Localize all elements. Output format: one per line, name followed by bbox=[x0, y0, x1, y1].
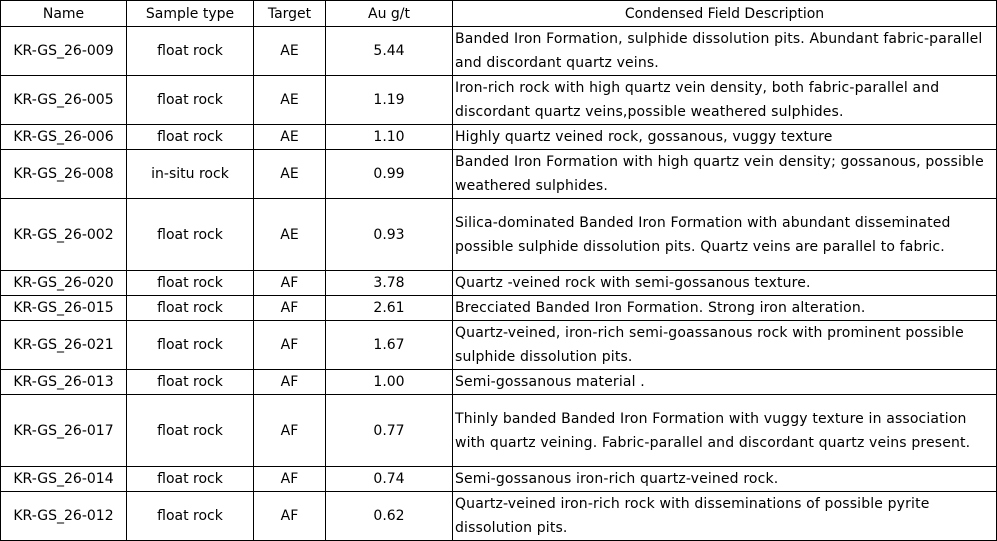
cell-sample-type: float rock bbox=[127, 125, 254, 150]
cell-name: KR-GS_26-014 bbox=[1, 467, 127, 492]
cell-target: AE bbox=[254, 199, 326, 271]
cell-au: 0.62 bbox=[326, 492, 453, 541]
cell-target: AF bbox=[254, 370, 326, 395]
cell-sample-type: float rock bbox=[127, 321, 254, 370]
cell-description: Semi-gossanous material . bbox=[453, 370, 997, 395]
cell-name: KR-GS_26-021 bbox=[1, 321, 127, 370]
col-header-name: Name bbox=[1, 1, 127, 27]
cell-description: Quartz -veined rock with semi-gossanous texture. bbox=[453, 271, 997, 296]
cell-name: KR-GS_26-017 bbox=[1, 395, 127, 467]
table-row bbox=[1, 395, 997, 467]
table-row bbox=[1, 199, 997, 271]
cell-name: KR-GS_26-008 bbox=[1, 150, 127, 199]
table-row bbox=[1, 27, 997, 76]
cell-description: Thinly banded Banded Iron Formation with vuggy texture in association with quartz veining. Fabric-parallel and discordant quartz veins present. bbox=[453, 395, 997, 467]
cell-target: AF bbox=[254, 321, 326, 370]
cell-au: 0.93 bbox=[326, 199, 453, 271]
cell-sample-type: float rock bbox=[127, 199, 254, 271]
cell-au: 3.78 bbox=[326, 271, 453, 296]
cell-target: AF bbox=[254, 296, 326, 321]
table-row bbox=[1, 321, 997, 370]
cell-name: KR-GS_26-015 bbox=[1, 296, 127, 321]
cell-sample-type: float rock bbox=[127, 271, 254, 296]
cell-name: KR-GS_26-009 bbox=[1, 27, 127, 76]
cell-target: AF bbox=[254, 492, 326, 541]
cell-au: 1.10 bbox=[326, 125, 453, 150]
cell-description: Silica-dominated Banded Iron Formation with abundant disseminated possible sulphide dissolution pits. Quartz veins are parallel to fabric. bbox=[453, 199, 997, 271]
col-header-sample-type: Sample type bbox=[127, 1, 254, 27]
cell-au: 1.00 bbox=[326, 370, 453, 395]
cell-description: Brecciated Banded Iron Formation. Strong iron alteration. bbox=[453, 296, 997, 321]
cell-description: Highly quartz veined rock, gossanous, vuggy texture bbox=[453, 125, 997, 150]
cell-au: 2.61 bbox=[326, 296, 453, 321]
cell-description: Quartz-veined iron-rich rock with disseminations of possible pyrite dissolution pits. bbox=[453, 492, 997, 541]
cell-name: KR-GS_26-005 bbox=[1, 76, 127, 125]
cell-target: AF bbox=[254, 395, 326, 467]
col-header-target: Target bbox=[254, 1, 326, 27]
cell-au: 5.44 bbox=[326, 27, 453, 76]
cell-au: 0.99 bbox=[326, 150, 453, 199]
table-row bbox=[1, 370, 997, 395]
cell-description: Iron-rich rock with high quartz vein density, both fabric-parallel and discordant quartz veins,possible weathered sulphides. bbox=[453, 76, 997, 125]
cell-sample-type: float rock bbox=[127, 27, 254, 76]
cell-description: Quartz-veined, iron-rich semi-goassanous rock with prominent possible sulphide dissolution pits. bbox=[453, 321, 997, 370]
table-row bbox=[1, 271, 997, 296]
cell-sample-type: in-situ rock bbox=[127, 150, 254, 199]
cell-au: 1.67 bbox=[326, 321, 453, 370]
cell-sample-type: float rock bbox=[127, 370, 254, 395]
cell-description: Banded Iron Formation with high quartz vein density; gossanous, possible weathered sulphides. bbox=[453, 150, 997, 199]
cell-name: KR-GS_26-012 bbox=[1, 492, 127, 541]
cell-target: AF bbox=[254, 467, 326, 492]
cell-target: AE bbox=[254, 76, 326, 125]
cell-name: KR-GS_26-002 bbox=[1, 199, 127, 271]
cell-sample-type: float rock bbox=[127, 76, 254, 125]
cell-sample-type: float rock bbox=[127, 395, 254, 467]
cell-target: AF bbox=[254, 271, 326, 296]
table-row bbox=[1, 76, 997, 125]
cell-sample-type: float rock bbox=[127, 467, 254, 492]
cell-target: AE bbox=[254, 150, 326, 199]
cell-au: 0.77 bbox=[326, 395, 453, 467]
table-row bbox=[1, 296, 997, 321]
cell-target: AE bbox=[254, 125, 326, 150]
table-row bbox=[1, 150, 997, 199]
cell-target: AE bbox=[254, 27, 326, 76]
header-row bbox=[1, 1, 997, 27]
cell-sample-type: float rock bbox=[127, 492, 254, 541]
cell-description: Semi-gossanous iron-rich quartz-veined rock. bbox=[453, 467, 997, 492]
table-row bbox=[1, 125, 997, 150]
col-header-au: Au g/t bbox=[326, 1, 453, 27]
cell-name: KR-GS_26-013 bbox=[1, 370, 127, 395]
table-row bbox=[1, 467, 997, 492]
cell-description: Banded Iron Formation, sulphide dissolution pits. Abundant fabric-parallel and discordant quartz veins. bbox=[453, 27, 997, 76]
table-row bbox=[1, 492, 997, 541]
col-header-description: Condensed Field Description bbox=[453, 1, 997, 27]
cell-name: KR-GS_26-006 bbox=[1, 125, 127, 150]
cell-sample-type: float rock bbox=[127, 296, 254, 321]
cell-au: 1.19 bbox=[326, 76, 453, 125]
cell-name: KR-GS_26-020 bbox=[1, 271, 127, 296]
cell-au: 0.74 bbox=[326, 467, 453, 492]
